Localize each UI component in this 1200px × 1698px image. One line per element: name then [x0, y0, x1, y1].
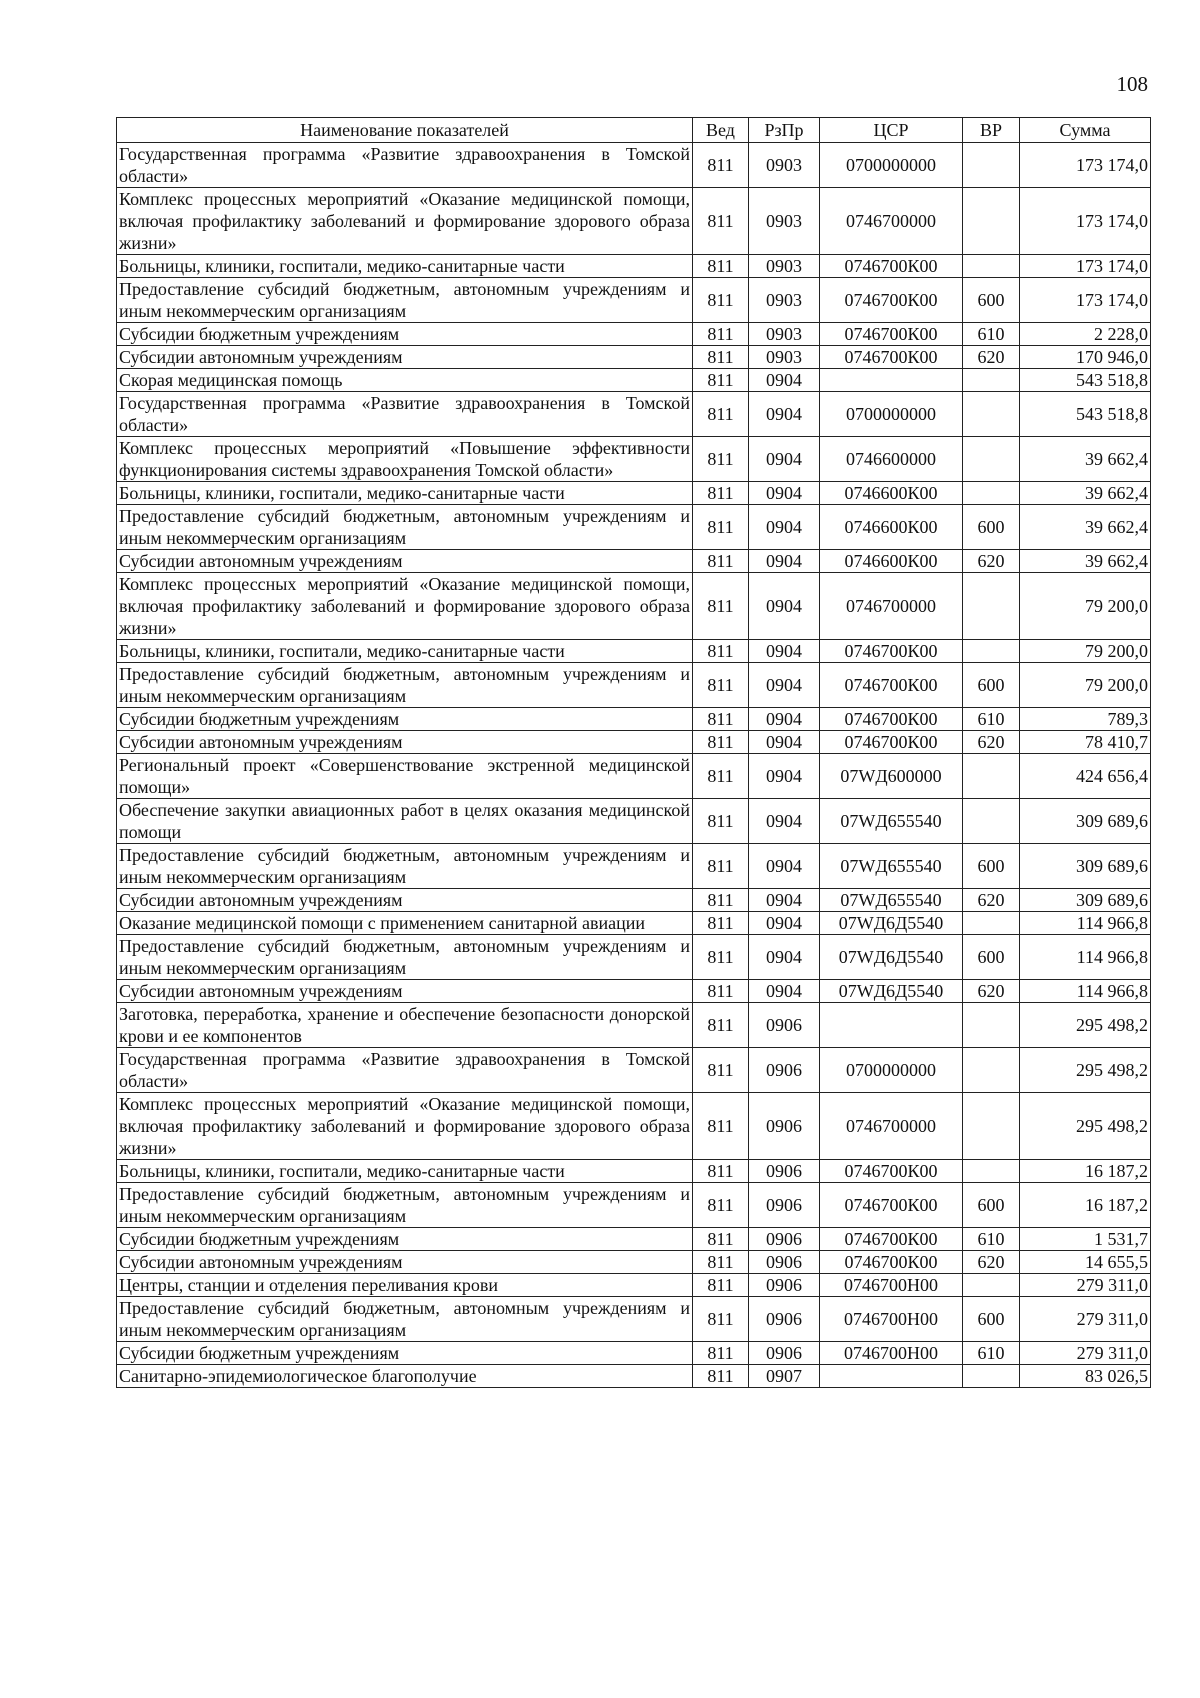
- cell-rzpr: 0904: [749, 912, 820, 935]
- cell-name: Скорая медицинская помощь: [117, 369, 693, 392]
- cell-csr: 0746600К00: [820, 550, 963, 573]
- table-row: [117, 323, 1151, 346]
- cell-rzpr: 0903: [749, 278, 820, 323]
- cell-name: Предоставление субсидий бюджетным, автономным учреждениям и иным некоммерческим организациям: [117, 505, 693, 550]
- cell-sum: 789,3: [1020, 708, 1151, 731]
- table-row: [117, 980, 1151, 1003]
- cell-sum: 309 689,6: [1020, 799, 1151, 844]
- cell-csr: 07WД600000: [820, 754, 963, 799]
- table-row: [117, 1048, 1151, 1093]
- cell-vr: 610: [963, 323, 1020, 346]
- cell-ved: 811: [693, 255, 749, 278]
- cell-name: Комплекс процессных мероприятий «Повышение эффективности функционирования системы здравоохранения Томской области»: [117, 437, 693, 482]
- cell-ved: 811: [693, 573, 749, 640]
- cell-ved: 811: [693, 1228, 749, 1251]
- cell-rzpr: 0904: [749, 550, 820, 573]
- cell-ved: 811: [693, 323, 749, 346]
- cell-ved: 811: [693, 143, 749, 188]
- cell-csr: 0746600К00: [820, 482, 963, 505]
- cell-sum: 279 311,0: [1020, 1297, 1151, 1342]
- table-row: [117, 1274, 1151, 1297]
- cell-sum: 424 656,4: [1020, 754, 1151, 799]
- cell-rzpr: 0906: [749, 1048, 820, 1093]
- cell-sum: 39 662,4: [1020, 482, 1151, 505]
- cell-rzpr: 0904: [749, 369, 820, 392]
- cell-ved: 811: [693, 889, 749, 912]
- table-row: [117, 1251, 1151, 1274]
- table-row: [117, 1160, 1151, 1183]
- cell-sum: 279 311,0: [1020, 1274, 1151, 1297]
- table-row: [117, 573, 1151, 640]
- cell-vr: [963, 392, 1020, 437]
- cell-vr: [963, 1160, 1020, 1183]
- header-name: Наименование показателей: [117, 118, 693, 143]
- cell-sum: 543 518,8: [1020, 369, 1151, 392]
- table-row: [117, 482, 1151, 505]
- cell-rzpr: 0904: [749, 663, 820, 708]
- cell-rzpr: 0904: [749, 889, 820, 912]
- cell-csr: 07WД6Д5540: [820, 935, 963, 980]
- cell-sum: 39 662,4: [1020, 550, 1151, 573]
- cell-name: Больницы, клиники, госпитали, медико-санитарные части: [117, 255, 693, 278]
- cell-rzpr: 0903: [749, 143, 820, 188]
- table-row: [117, 799, 1151, 844]
- cell-csr: 0746700Н00: [820, 1342, 963, 1365]
- cell-name: Предоставление субсидий бюджетным, автономным учреждениям и иным некоммерческим организациям: [117, 844, 693, 889]
- cell-vr: [963, 799, 1020, 844]
- cell-csr: 0746700К00: [820, 1228, 963, 1251]
- cell-csr: 0746700000: [820, 573, 963, 640]
- cell-name: Предоставление субсидий бюджетным, автономным учреждениям и иным некоммерческим организациям: [117, 935, 693, 980]
- table-row: [117, 1003, 1151, 1048]
- cell-name: Государственная программа «Развитие здравоохранения в Томской области»: [117, 392, 693, 437]
- table-row: [117, 1093, 1151, 1160]
- cell-ved: 811: [693, 1251, 749, 1274]
- cell-ved: 811: [693, 799, 749, 844]
- cell-ved: 811: [693, 1093, 749, 1160]
- cell-csr: 0746600000: [820, 437, 963, 482]
- cell-csr: 0700000000: [820, 1048, 963, 1093]
- cell-ved: 811: [693, 437, 749, 482]
- cell-sum: 78 410,7: [1020, 731, 1151, 754]
- cell-csr: 07WД655540: [820, 889, 963, 912]
- cell-vr: 620: [963, 980, 1020, 1003]
- cell-csr: 07WД655540: [820, 844, 963, 889]
- cell-vr: [963, 369, 1020, 392]
- table-row: [117, 708, 1151, 731]
- cell-vr: 600: [963, 935, 1020, 980]
- cell-sum: 83 026,5: [1020, 1365, 1151, 1388]
- cell-rzpr: 0906: [749, 1003, 820, 1048]
- cell-ved: 811: [693, 1365, 749, 1388]
- cell-name: Обеспечение закупки авиационных работ в целях оказания медицинской помощи: [117, 799, 693, 844]
- cell-csr: 0746600К00: [820, 505, 963, 550]
- cell-sum: 114 966,8: [1020, 912, 1151, 935]
- cell-sum: 114 966,8: [1020, 980, 1151, 1003]
- cell-ved: 811: [693, 731, 749, 754]
- cell-vr: 600: [963, 278, 1020, 323]
- cell-ved: 811: [693, 346, 749, 369]
- cell-vr: [963, 1003, 1020, 1048]
- cell-name: Субсидии бюджетным учреждениям: [117, 1342, 693, 1365]
- cell-name: Заготовка, переработка, хранение и обеспечение безопасности донорской крови и ее компонентов: [117, 1003, 693, 1048]
- cell-sum: 309 689,6: [1020, 889, 1151, 912]
- cell-sum: 2 228,0: [1020, 323, 1151, 346]
- table-row: [117, 663, 1151, 708]
- cell-name: Субсидии бюджетным учреждениям: [117, 708, 693, 731]
- cell-vr: 610: [963, 1342, 1020, 1365]
- cell-vr: [963, 143, 1020, 188]
- cell-name: Комплекс процессных мероприятий «Оказание медицинской помощи, включая профилактику заболеваний и формирование здорового образа жизни»: [117, 573, 693, 640]
- table-row: [117, 505, 1151, 550]
- cell-sum: 173 174,0: [1020, 188, 1151, 255]
- cell-vr: [963, 1093, 1020, 1160]
- cell-name: Субсидии автономным учреждениям: [117, 889, 693, 912]
- cell-vr: 600: [963, 505, 1020, 550]
- cell-name: Государственная программа «Развитие здравоохранения в Томской области»: [117, 1048, 693, 1093]
- cell-sum: 79 200,0: [1020, 573, 1151, 640]
- table-row: [117, 912, 1151, 935]
- cell-sum: 114 966,8: [1020, 935, 1151, 980]
- cell-sum: 279 311,0: [1020, 1342, 1151, 1365]
- cell-csr: 0746700К00: [820, 1160, 963, 1183]
- cell-ved: 811: [693, 550, 749, 573]
- table-row: [117, 1365, 1151, 1388]
- table-row: [117, 1183, 1151, 1228]
- cell-vr: [963, 1365, 1020, 1388]
- cell-name: Центры, станции и отделения переливания крови: [117, 1274, 693, 1297]
- cell-ved: 811: [693, 1183, 749, 1228]
- cell-csr: 0746700Н00: [820, 1297, 963, 1342]
- cell-csr: [820, 369, 963, 392]
- table-row: [117, 255, 1151, 278]
- cell-vr: 620: [963, 889, 1020, 912]
- table-row: [117, 889, 1151, 912]
- header-vr: ВР: [963, 118, 1020, 143]
- table-row: [117, 1342, 1151, 1365]
- cell-rzpr: 0904: [749, 573, 820, 640]
- cell-vr: 600: [963, 663, 1020, 708]
- cell-ved: 811: [693, 369, 749, 392]
- cell-name: Субсидии автономным учреждениям: [117, 346, 693, 369]
- cell-ved: 811: [693, 482, 749, 505]
- cell-ved: 811: [693, 708, 749, 731]
- cell-sum: 295 498,2: [1020, 1048, 1151, 1093]
- cell-name: Больницы, клиники, госпитали, медико-санитарные части: [117, 1160, 693, 1183]
- cell-ved: 811: [693, 1003, 749, 1048]
- cell-ved: 811: [693, 1048, 749, 1093]
- cell-vr: [963, 912, 1020, 935]
- cell-rzpr: 0904: [749, 392, 820, 437]
- cell-name: Субсидии бюджетным учреждениям: [117, 1228, 693, 1251]
- cell-vr: 620: [963, 731, 1020, 754]
- header-rzpr: РзПр: [749, 118, 820, 143]
- cell-vr: [963, 754, 1020, 799]
- cell-csr: [820, 1365, 963, 1388]
- cell-vr: 600: [963, 844, 1020, 889]
- cell-rzpr: 0904: [749, 640, 820, 663]
- header-ved: Вед: [693, 118, 749, 143]
- cell-rzpr: 0906: [749, 1183, 820, 1228]
- table-row: [117, 437, 1151, 482]
- cell-vr: 610: [963, 708, 1020, 731]
- cell-vr: 620: [963, 346, 1020, 369]
- cell-sum: 14 655,5: [1020, 1251, 1151, 1274]
- cell-name: Комплекс процессных мероприятий «Оказание медицинской помощи, включая профилактику заболеваний и формирование здорового образа жизни»: [117, 1093, 693, 1160]
- cell-csr: 0700000000: [820, 392, 963, 437]
- cell-name: Субсидии бюджетным учреждениям: [117, 323, 693, 346]
- table-row: [117, 346, 1151, 369]
- cell-ved: 811: [693, 912, 749, 935]
- cell-csr: 07WД655540: [820, 799, 963, 844]
- cell-csr: 0746700Н00: [820, 1274, 963, 1297]
- cell-name: Предоставление субсидий бюджетным, автономным учреждениям и иным некоммерческим организациям: [117, 663, 693, 708]
- cell-ved: 811: [693, 1160, 749, 1183]
- cell-name: Предоставление субсидий бюджетным, автономным учреждениям и иным некоммерческим организациям: [117, 1183, 693, 1228]
- cell-ved: 811: [693, 980, 749, 1003]
- table-row: [117, 640, 1151, 663]
- cell-ved: 811: [693, 663, 749, 708]
- cell-csr: 0746700К00: [820, 1251, 963, 1274]
- cell-sum: 39 662,4: [1020, 505, 1151, 550]
- cell-vr: 610: [963, 1228, 1020, 1251]
- cell-name: Предоставление субсидий бюджетным, автономным учреждениям и иным некоммерческим организациям: [117, 1297, 693, 1342]
- cell-ved: 811: [693, 935, 749, 980]
- cell-rzpr: 0904: [749, 844, 820, 889]
- cell-name: Больницы, клиники, госпитали, медико-санитарные части: [117, 640, 693, 663]
- cell-vr: [963, 482, 1020, 505]
- cell-ved: 811: [693, 278, 749, 323]
- table-row: [117, 935, 1151, 980]
- budget-table: [116, 117, 1151, 1388]
- cell-rzpr: 0904: [749, 799, 820, 844]
- cell-csr: 0746700000: [820, 188, 963, 255]
- cell-ved: 811: [693, 1274, 749, 1297]
- table-row: [117, 392, 1151, 437]
- cell-sum: 39 662,4: [1020, 437, 1151, 482]
- cell-rzpr: 0904: [749, 708, 820, 731]
- cell-vr: 600: [963, 1297, 1020, 1342]
- cell-rzpr: 0903: [749, 255, 820, 278]
- cell-rzpr: 0906: [749, 1274, 820, 1297]
- cell-name: Оказание медицинской помощи с применением санитарной авиации: [117, 912, 693, 935]
- cell-csr: [820, 1003, 963, 1048]
- table-row: [117, 369, 1151, 392]
- cell-sum: 173 174,0: [1020, 143, 1151, 188]
- table-header: [117, 118, 1151, 143]
- cell-vr: [963, 188, 1020, 255]
- table-row: [117, 278, 1151, 323]
- cell-sum: 1 531,7: [1020, 1228, 1151, 1251]
- cell-vr: 620: [963, 550, 1020, 573]
- cell-csr: 0746700К00: [820, 640, 963, 663]
- cell-rzpr: 0904: [749, 935, 820, 980]
- table-row: [117, 1297, 1151, 1342]
- cell-vr: [963, 437, 1020, 482]
- cell-csr: 0746700000: [820, 1093, 963, 1160]
- cell-vr: [963, 1048, 1020, 1093]
- cell-csr: 0746700К00: [820, 731, 963, 754]
- cell-name: Субсидии автономным учреждениям: [117, 731, 693, 754]
- cell-rzpr: 0906: [749, 1228, 820, 1251]
- cell-name: Субсидии автономным учреждениям: [117, 980, 693, 1003]
- cell-rzpr: 0904: [749, 437, 820, 482]
- cell-rzpr: 0907: [749, 1365, 820, 1388]
- cell-vr: 620: [963, 1251, 1020, 1274]
- cell-sum: 79 200,0: [1020, 640, 1151, 663]
- cell-csr: 0700000000: [820, 143, 963, 188]
- cell-vr: 600: [963, 1183, 1020, 1228]
- cell-ved: 811: [693, 844, 749, 889]
- cell-name: Предоставление субсидий бюджетным, автономным учреждениям и иным некоммерческим организациям: [117, 278, 693, 323]
- table-row: [117, 188, 1151, 255]
- cell-sum: 295 498,2: [1020, 1093, 1151, 1160]
- cell-ved: 811: [693, 1297, 749, 1342]
- cell-rzpr: 0906: [749, 1251, 820, 1274]
- cell-sum: 309 689,6: [1020, 844, 1151, 889]
- cell-csr: 0746700К00: [820, 346, 963, 369]
- table-row: [117, 731, 1151, 754]
- cell-vr: [963, 255, 1020, 278]
- cell-sum: 79 200,0: [1020, 663, 1151, 708]
- cell-sum: 16 187,2: [1020, 1183, 1151, 1228]
- cell-csr: 07WД6Д5540: [820, 980, 963, 1003]
- cell-csr: 07WД6Д5540: [820, 912, 963, 935]
- cell-name: Комплекс процессных мероприятий «Оказание медицинской помощи, включая профилактику заболеваний и формирование здорового образа жизни»: [117, 188, 693, 255]
- cell-ved: 811: [693, 392, 749, 437]
- cell-vr: [963, 1274, 1020, 1297]
- cell-sum: 295 498,2: [1020, 1003, 1151, 1048]
- header-row: [117, 118, 1151, 143]
- cell-rzpr: 0904: [749, 482, 820, 505]
- cell-csr: 0746700К00: [820, 708, 963, 731]
- table-row: [117, 143, 1151, 188]
- cell-csr: 0746700К00: [820, 278, 963, 323]
- cell-sum: 543 518,8: [1020, 392, 1151, 437]
- cell-rzpr: 0906: [749, 1342, 820, 1365]
- table-body: [117, 143, 1151, 1388]
- cell-sum: 170 946,0: [1020, 346, 1151, 369]
- table-row: [117, 754, 1151, 799]
- cell-ved: 811: [693, 505, 749, 550]
- cell-sum: 16 187,2: [1020, 1160, 1151, 1183]
- cell-rzpr: 0903: [749, 323, 820, 346]
- cell-sum: 173 174,0: [1020, 278, 1151, 323]
- page-number: 108: [1116, 72, 1148, 96]
- table-row: [117, 844, 1151, 889]
- cell-csr: 0746700К00: [820, 323, 963, 346]
- cell-rzpr: 0904: [749, 980, 820, 1003]
- cell-name: Субсидии автономным учреждениям: [117, 1251, 693, 1274]
- cell-sum: 173 174,0: [1020, 255, 1151, 278]
- cell-rzpr: 0906: [749, 1297, 820, 1342]
- cell-name: Региональный проект «Совершенствование экстренной медицинской помощи»: [117, 754, 693, 799]
- cell-rzpr: 0904: [749, 731, 820, 754]
- cell-ved: 811: [693, 640, 749, 663]
- cell-ved: 811: [693, 754, 749, 799]
- cell-rzpr: 0906: [749, 1160, 820, 1183]
- table-row: [117, 550, 1151, 573]
- cell-vr: [963, 573, 1020, 640]
- cell-ved: 811: [693, 1342, 749, 1365]
- header-csr: ЦСР: [820, 118, 963, 143]
- cell-vr: [963, 640, 1020, 663]
- cell-rzpr: 0903: [749, 188, 820, 255]
- cell-name: Санитарно-эпидемиологическое благополучие: [117, 1365, 693, 1388]
- table-row: [117, 1228, 1151, 1251]
- cell-csr: 0746700К00: [820, 1183, 963, 1228]
- header-sum: Сумма: [1020, 118, 1151, 143]
- cell-rzpr: 0904: [749, 754, 820, 799]
- cell-rzpr: 0904: [749, 505, 820, 550]
- cell-name: Субсидии автономным учреждениям: [117, 550, 693, 573]
- cell-rzpr: 0906: [749, 1093, 820, 1160]
- cell-csr: 0746700К00: [820, 255, 963, 278]
- cell-name: Больницы, клиники, госпитали, медико-санитарные части: [117, 482, 693, 505]
- cell-name: Государственная программа «Развитие здравоохранения в Томской области»: [117, 143, 693, 188]
- cell-ved: 811: [693, 188, 749, 255]
- cell-rzpr: 0903: [749, 346, 820, 369]
- cell-csr: 0746700К00: [820, 663, 963, 708]
